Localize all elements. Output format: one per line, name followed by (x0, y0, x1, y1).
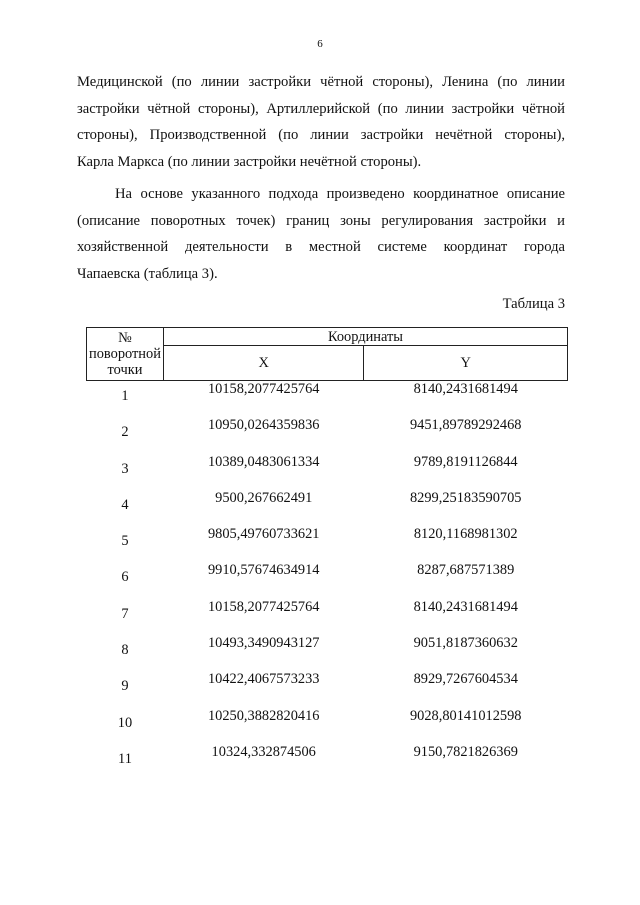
x-value: 10158,2077425764 (207, 381, 320, 397)
table-row (87, 744, 568, 780)
coordinates-header: Координаты (163, 328, 567, 346)
x-value: 10250,3882820416 (207, 707, 320, 724)
point-number: 2 (121, 424, 129, 441)
table-row (87, 708, 568, 744)
x-header: X (163, 346, 364, 381)
table-row (87, 381, 568, 418)
y-value: 9051,8187360632 (413, 635, 518, 652)
paragraph-line: (описание поворотных точек) границ зоны регулирования застройки и (77, 212, 565, 229)
point-number: 9 (121, 678, 129, 695)
paragraph-streets (77, 69, 565, 175)
table-row (87, 599, 568, 635)
paragraph-line: Карла Маркса (по линии застройки нечётной стороны). (77, 153, 422, 170)
point-number: 10 (117, 714, 133, 731)
x-value: 10158,2077425764 (207, 598, 320, 615)
x-value: 9910,57674634914 (207, 562, 320, 579)
x-value: 10324,332874506 (211, 743, 316, 760)
x-value: 9500,267662491 (215, 489, 313, 506)
table-row (87, 635, 568, 671)
paragraph-coordinates-intro (77, 181, 565, 287)
point-number: 3 (121, 460, 129, 477)
y-value: 9789,8191126844 (413, 453, 518, 470)
paragraph-line: застройки чётной стороны), Артиллерийской (по линии застройки чётной (77, 100, 565, 117)
paragraph-line: Медицинской (по линии застройки чётной стороны), Ленина (по линии (77, 74, 565, 90)
table-caption: Таблица 3 (502, 296, 565, 312)
y-value: 8287,687571389 (417, 562, 515, 579)
y-value: 9451,89789292468 (409, 417, 522, 434)
x-value: 9805,49760733621 (207, 526, 320, 543)
table-row (87, 490, 568, 526)
paragraph-line: хозяйственной деятельности в местной системе координат города (77, 239, 565, 255)
table-row (87, 671, 568, 707)
table-row (87, 562, 568, 598)
paragraph-line: стороны), Производственной (по линии застройки нечётной стороны), (77, 127, 565, 143)
point-number-header (87, 328, 164, 381)
point-number: 5 (121, 533, 129, 550)
y-value: 8140,2431681494 (413, 598, 518, 615)
table-header-row (87, 328, 568, 346)
x-value: 10950,0264359836 (207, 417, 320, 434)
paragraph-line: На основе указанного подхода произведено координатное описание (115, 186, 565, 202)
x-value: 10389,0483061334 (207, 453, 320, 470)
table-row (87, 526, 568, 562)
point-label-line1: поворотной (89, 346, 161, 362)
number-symbol: № (118, 330, 132, 346)
y-value: 8929,7267604534 (413, 671, 518, 688)
point-number: 8 (121, 642, 129, 659)
x-value: 10422,4067573233 (207, 671, 320, 688)
point-number: 6 (121, 569, 129, 586)
coordinates-table (86, 327, 568, 780)
y-value: 8140,2431681494 (413, 381, 518, 397)
table-row (87, 454, 568, 490)
page-number: 6 (317, 38, 323, 50)
paragraph-line: Чапаевска (таблица 3). (77, 265, 218, 282)
y-value: 9028,80141012598 (409, 707, 522, 724)
point-number: 11 (118, 750, 132, 767)
y-value: 8299,25183590705 (409, 489, 522, 506)
y-value: 9150,7821826369 (413, 743, 518, 760)
y-value: 8120,1168981302 (413, 526, 518, 543)
y-header: Y (364, 346, 568, 381)
point-number: 1 (121, 388, 129, 404)
x-value: 10493,3490943127 (207, 635, 320, 652)
point-number: 4 (121, 496, 129, 513)
point-number: 7 (121, 605, 129, 622)
point-label-line2: точки (107, 362, 143, 378)
table-row (87, 417, 568, 453)
